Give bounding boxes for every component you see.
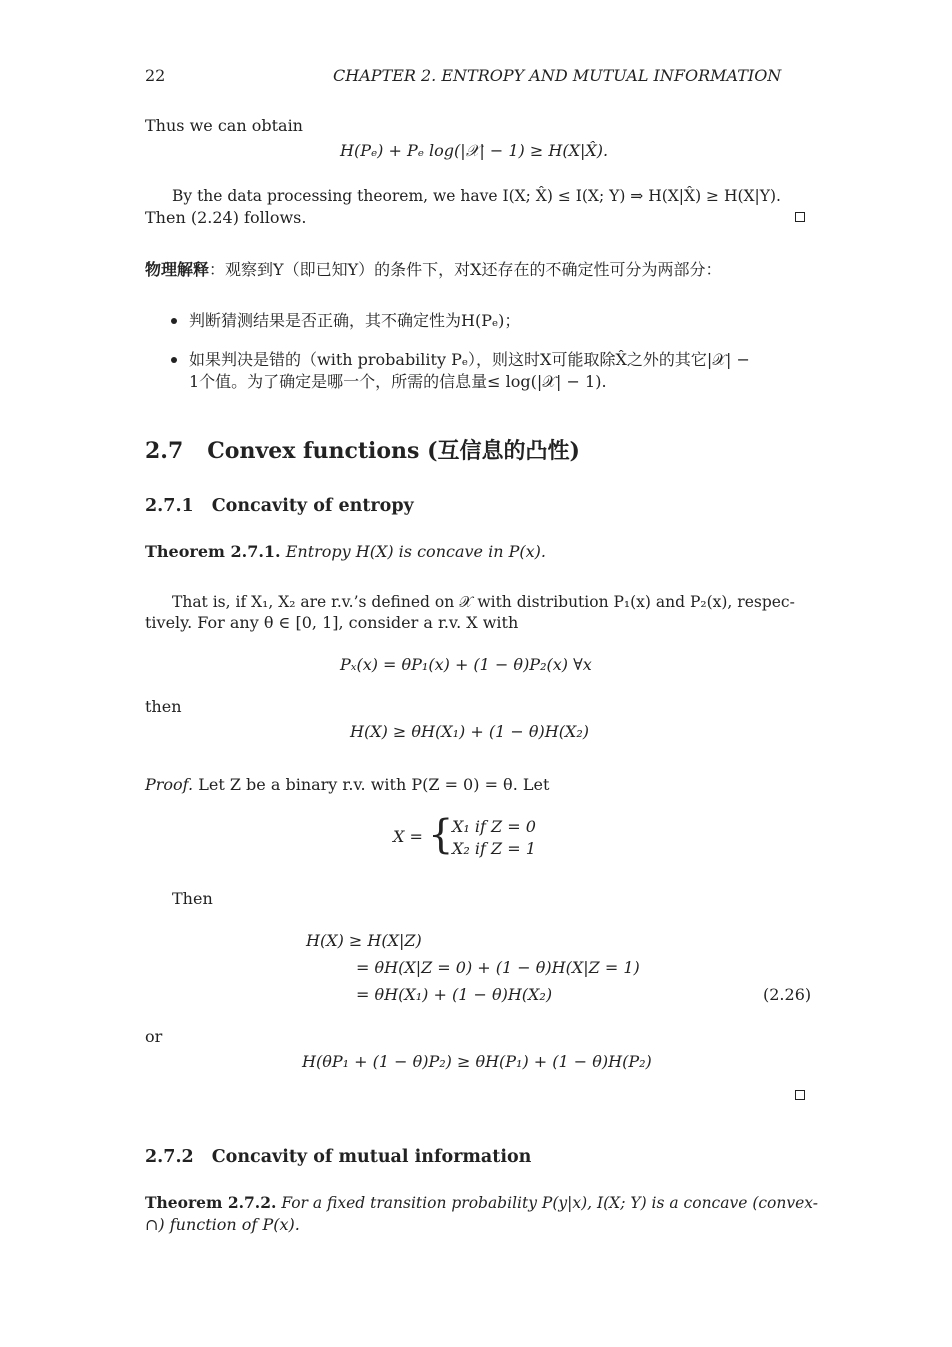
then-text-2: Then	[172, 889, 213, 908]
equation-fano: H(Pₑ) + Pₑ log(|𝒳| − 1) ≥ H(X|X̂).	[340, 141, 609, 160]
case-1: X₁ if Z = 0	[452, 817, 536, 836]
proof-label: Proof.	[145, 775, 194, 794]
theorem-1	[145, 542, 546, 562]
body-text-line-2: tively. For any θ ∈ [0, 1], consider a r.v. X with	[145, 613, 519, 632]
data-processing-text: By the data processing theorem, we have I(X; X̂) ≤ I(X; Y) ⇒ H(X|X̂) ≥ H(X|Y).	[172, 187, 781, 205]
bullet-icon	[171, 357, 177, 363]
qed-square-icon	[795, 212, 805, 222]
qed-square-icon	[795, 1090, 805, 1100]
case-2: X₂ if Z = 1	[452, 839, 536, 858]
data-processing-text-2: Then (2.24) follows.	[145, 208, 307, 227]
equation-final: H(θP₁ + (1 − θ)P₂) ≥ θH(P₁) + (1 − θ)H(P₂)	[302, 1052, 652, 1071]
equation-chain-line-2: = θH(X|Z = 0) + (1 − θ)H(X|Z = 1)	[356, 958, 640, 977]
theorem-statement: Entropy H(X) is concave in P(x).	[285, 542, 546, 561]
case-lhs: X =	[393, 827, 423, 846]
equation-concave: H(X) ≥ θH(X₁) + (1 − θ)H(X₂)	[350, 722, 589, 741]
body-text-line-1: That is, if X₁, X₂ are r.v.’s defined on 𝒳 with distribution P₁(x) and P₂(x), respec-	[172, 593, 795, 611]
equation-chain-line-3: = θH(X₁) + (1 − θ)H(X₂)	[356, 985, 553, 1004]
bullet-icon	[171, 318, 177, 324]
section-heading	[145, 437, 580, 465]
subsection-number: 2.7.2	[145, 1147, 194, 1167]
theorem-statement: For a fixed transition probability P(y|x), I(X; Y) is a concave (convex-	[281, 1194, 819, 1212]
proof-text: Let Z be a binary r.v. with P(Z = 0) = θ. Let	[198, 775, 550, 794]
subsection-number: 2.7.1	[145, 496, 194, 516]
or-text: or	[145, 1027, 163, 1046]
theorem-label: Theorem 2.7.1.	[145, 542, 281, 561]
theorem-label: Theorem 2.7.2.	[145, 1193, 277, 1212]
bullet-item-2-line-1: 如果判决是错的（with probability Pₑ），则这时X可能取除X̂之外的其它|𝒳| −	[189, 350, 750, 369]
equation-chain-line-1: H(X) ≥ H(X|Z)	[306, 931, 422, 950]
bullet-item-2-line-2: 1个值。为了确定是哪一个，所需的信息量≤ log(|𝒳| − 1).	[189, 372, 607, 391]
section-title: Convex functions (互信息的凸性)	[207, 438, 580, 464]
equation-number: (2.26)	[763, 985, 812, 1004]
physical-text: ：观察到Y（即已知Y）的条件下，对X还存在的不确定性可分为两部分：	[209, 260, 722, 279]
running-title: CHAPTER 2. ENTROPY AND MUTUAL INFORMATION	[333, 66, 782, 85]
page-number: 22	[145, 66, 166, 85]
intro-text: Thus we can obtain	[145, 116, 303, 135]
subsection-title: Concavity of mutual information	[211, 1147, 532, 1167]
equation-mixture: Pₓ(x) = θP₁(x) + (1 − θ)P₂(x) ∀x	[340, 655, 592, 674]
left-brace-icon: {	[428, 812, 454, 858]
bullet-item-1: 判断猜测结果是否正确，其不确定性为H(Pₑ)；	[189, 311, 521, 330]
then-text: then	[145, 697, 182, 716]
subsection-heading-2	[145, 1145, 531, 1169]
theorem-2-line-1	[145, 1193, 818, 1213]
subsection-title: Concavity of entropy	[211, 496, 414, 516]
theorem-2-line-2: ∩) function of P(x).	[145, 1215, 300, 1234]
subsection-heading-1	[145, 494, 414, 518]
section-number: 2.7	[145, 438, 184, 464]
physical-interpretation	[145, 260, 722, 280]
physical-label: 物理解释	[145, 260, 210, 279]
proof-intro	[145, 775, 549, 795]
